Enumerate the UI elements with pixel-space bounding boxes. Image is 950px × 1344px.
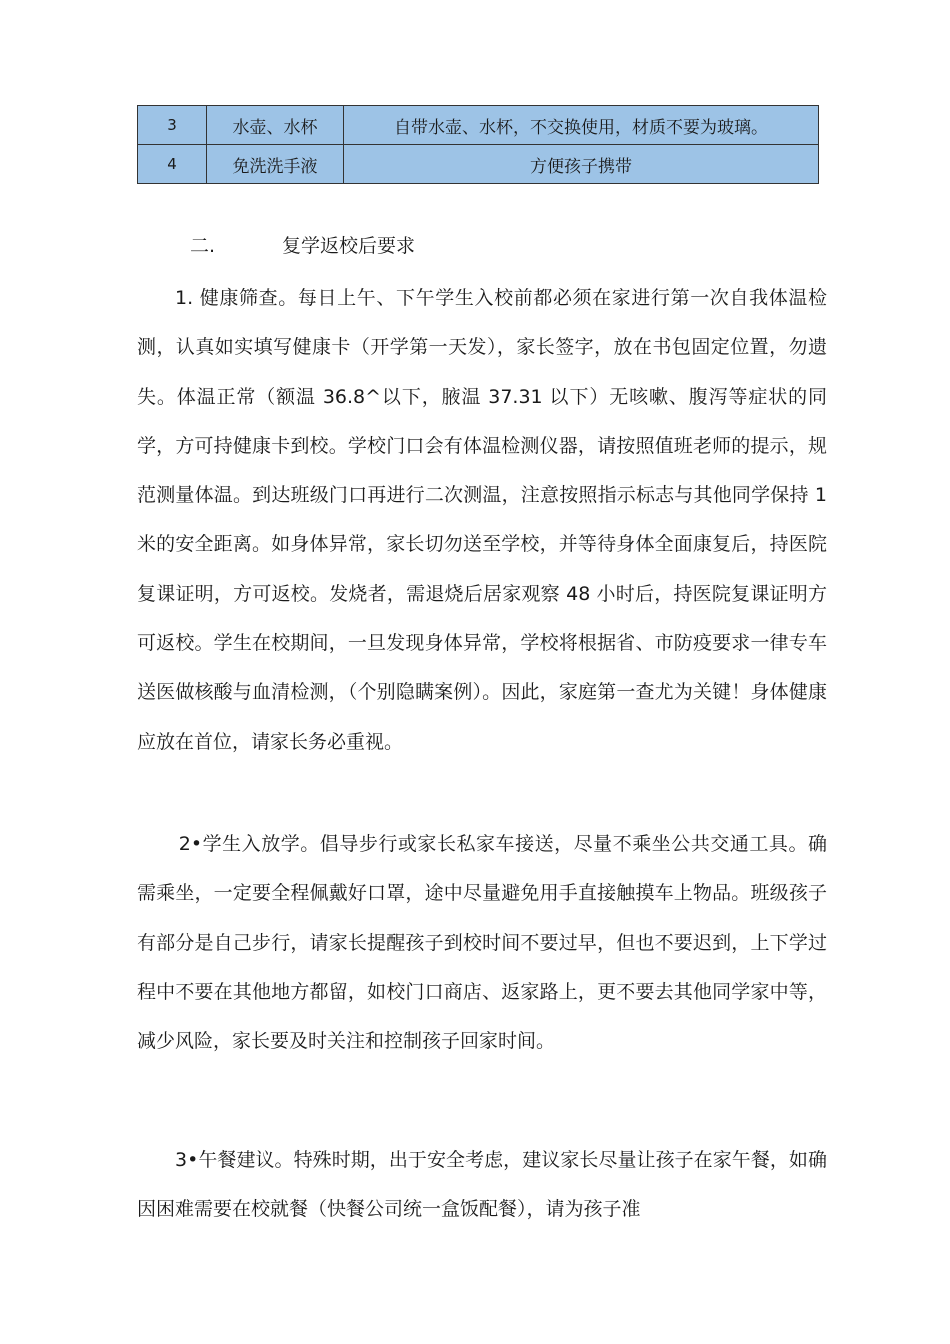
paragraph-commute: 2•学生入放学。倡导步行或家长私家车接送，尽量不乘坐公共交通工具。确需乘坐，一定要全程佩戴好口罩，途中尽量避免用手直接触摸车上物品。班级孩子有部分是自己步行，请家长提醒孩子到校时间不要过早，但也不要迟到，上下学过程中不要在其他地方都留，如校门口商店、返家路上，更不要去其他同学家中等，减少风险，家长要及时关注和控制孩子回家时间。 <box>137 833 827 1053</box>
paragraph-lunch: 3•午餐建议。特殊时期，出于安全考虑，建议家长尽量让孩子在家午餐，如确因困难需要在校就餐（快餐公司统一盒饭配餐），请为孩子准 <box>137 1149 827 1221</box>
row-number: 4 <box>138 145 207 184</box>
paragraph-health-screening: 1. 健康筛查。每日上午、下午学生入校前都必须在家进行第一次自我体温检测，认真如实填写健康卡（开学第一天发），家长签字，放在书包固定位置，勿遗失。体温正常（额温 36.8^以下，腋温 37.31 以下）无咳嗽、腹泻等症状的同学，方可持健康卡到校。学校门口会有体温检测仪器，请按照值班老师的提示，规范测量体温。到达班级门口再进行二次测温，注意按照指示标志与其他同学保持 1 米的安全距离。如身体异常，家长切勿送至学校，并等待身体全面康复后，持医院复课证明，方可返校。发烧者，需退烧后居家观察 48 小时后，持医院复课证明方可返校。学生在校期间，一旦发现身体异常，学校将根据省、市防疫要求一律专车送医做核酸与血清检测，（个别隐瞒案例）。因此，家庭第一查尤为关键！身体健康应放在首位，请家长务必重视。 <box>137 287 827 753</box>
item-name: 水壶、水杯 <box>207 106 344 145</box>
section-heading <box>190 232 415 260</box>
table-row <box>138 106 819 145</box>
section-title: 复学返校后要求 <box>282 235 416 257</box>
section-number: 二. <box>190 235 216 257</box>
item-note: 方便孩子携带 <box>344 145 819 184</box>
table-row <box>138 145 819 184</box>
item-note: 自带水壶、水杯，不交换使用，材质不要为玻璃。 <box>344 106 819 145</box>
row-number: 3 <box>138 106 207 145</box>
supplies-table <box>137 105 819 184</box>
item-name: 免洗洗手液 <box>207 145 344 184</box>
